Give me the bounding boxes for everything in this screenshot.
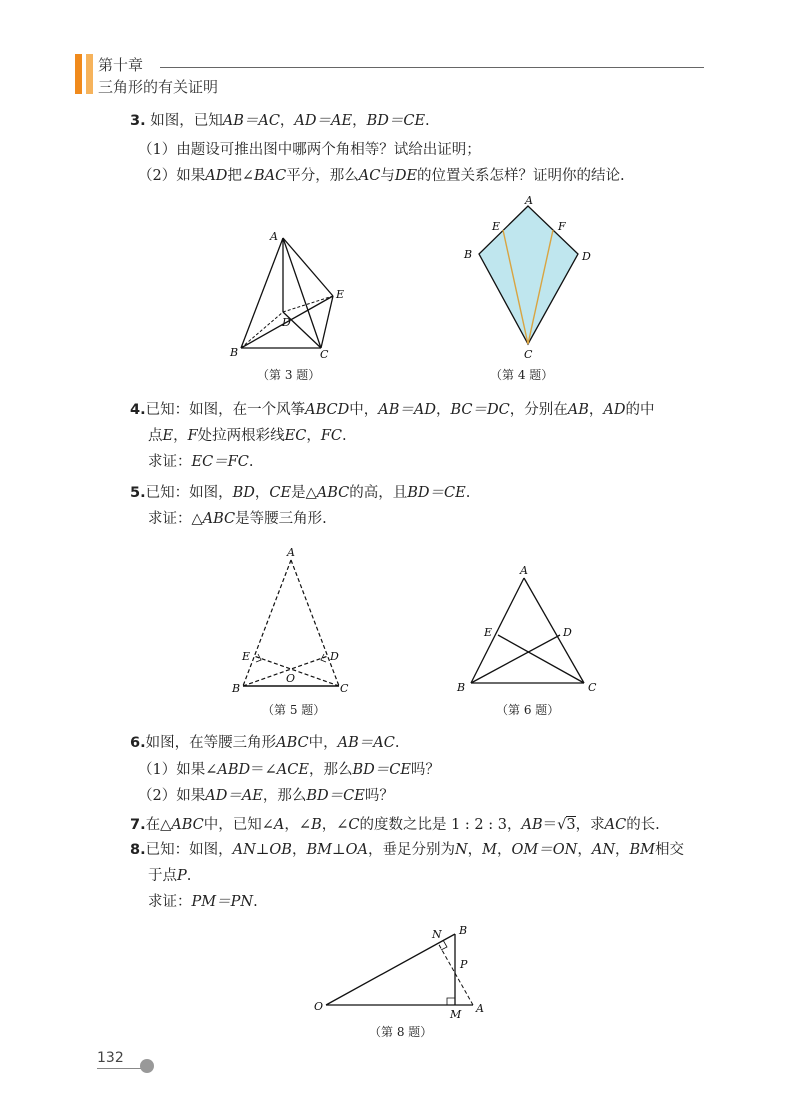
fig3-edge-AB (241, 238, 283, 348)
problem-4-line-1: 4.已知：如图，在一个风筝ABCD中，AB＝AD，BC＝DC，分别在AB，AD的中 (130, 402, 655, 418)
fig8-label-B: B (459, 924, 468, 937)
header-rule (160, 67, 704, 68)
fig4-label-B: B (464, 248, 473, 261)
problem-5-line-2: 求证：△ABC是等腰三角形. (148, 511, 327, 527)
fig6-label-B: B (457, 681, 466, 694)
problem-6-question-2: （2）如果AD＝AE，那么BD＝CE吗？ (138, 788, 394, 804)
figure-4 (458, 196, 598, 362)
fig8-segment-OB (326, 934, 455, 1005)
fig8-label-O: O (314, 1000, 324, 1013)
fig5-label-A: A (287, 546, 295, 559)
figure-3-caption: （第 3 题） (257, 368, 321, 382)
fig4-label-E: E (492, 220, 501, 233)
problem-3-question-1: （1）由题设可推出图中哪两个角相等？试给出证明； (138, 142, 481, 158)
fig6-segment-CE (498, 635, 584, 683)
problem-5-line-1: 5.已知：如图，BD，CE是△ABC的高，且BD＝CE. (130, 485, 471, 501)
problem-7: 7.在△ABC中，已知∠A，∠B，∠C的度数之比是 1 : 2 : 3，AB＝√3，求AC的长. (130, 817, 660, 833)
fig5-label-B: B (232, 682, 241, 695)
fig8-right-angle-M (447, 998, 455, 1005)
figure-6-caption: （第 6 题） (496, 703, 560, 717)
fig5-label-D: D (330, 650, 339, 663)
problem-4-line-2: 点E，F处拉两根彩线EC，FC. (148, 428, 347, 444)
problem-6-line-1: 6.如图，在等腰三角形ABC中，AB＝AC. (130, 735, 400, 751)
fig5-label-O: O (286, 672, 296, 685)
fig4-label-A: A (525, 194, 533, 207)
fig6-label-A: A (520, 564, 528, 577)
fig6-label-D: D (563, 626, 572, 639)
figure-5 (228, 546, 358, 696)
fig8-label-N: N (432, 928, 442, 941)
problem-8-line-2: 于点P. (148, 868, 192, 884)
fig6-label-E: E (484, 626, 493, 639)
fig5-edge-AB (243, 560, 291, 686)
chapter-title: 三角形的有关证明 (98, 78, 219, 96)
header-accent-bar-light (86, 54, 93, 94)
fig4-label-C: C (524, 348, 533, 361)
fig6-segment-BD (471, 635, 560, 683)
figure-4-caption: （第 4 题） (490, 368, 554, 382)
figure-8-caption: （第 8 题） (369, 1025, 433, 1039)
problem-8-line-1: 8.已知：如图，AN⊥OB，BM⊥OA，垂足分别为N，M，OM＝ON，AN，BM相交 (130, 842, 685, 858)
fig3-label-B: B (230, 346, 239, 359)
sqrt-radicand: 3 (566, 817, 576, 833)
fig6-label-C: C (588, 681, 597, 694)
fig4-label-F: F (558, 220, 566, 233)
fig8-label-P: P (460, 958, 468, 971)
fig3-edge-AE (283, 238, 333, 296)
problem-4-line-3: 求证：EC＝FC. (148, 454, 254, 470)
fig3-label-A: A (270, 230, 278, 243)
problem-3-statement: 3. 如图，已知AB＝AC，AD＝AE，BD＝CE. (130, 113, 430, 129)
fig6-edge-AB (471, 578, 524, 683)
figure-5-caption: （第 5 题） (262, 703, 326, 717)
fig3-edge-CE (321, 296, 333, 348)
page-number: 132 (97, 1050, 124, 1066)
figure-6 (454, 564, 604, 694)
chapter-label: 第十章 (98, 56, 144, 74)
fig4-label-D: D (582, 250, 591, 263)
figure-8 (310, 922, 495, 1020)
fig3-label-C: C (320, 348, 329, 361)
sqrt-symbol: √ (557, 817, 567, 833)
fig8-label-M: M (450, 1008, 462, 1021)
header-accent-bar (75, 54, 82, 94)
problem-8-line-3: 求证：PM＝PN. (148, 894, 258, 910)
fig6-edge-AC (524, 578, 584, 683)
fig5-altitude-CE (254, 656, 339, 686)
fig3-edge-AC (283, 238, 321, 348)
fig3-label-E: E (336, 288, 345, 301)
fig8-label-A: A (476, 1002, 484, 1015)
problem-3-question-2: （2）如果AD把∠BAC平分，那么AC与DE的位置关系怎样？证明你的结论. (138, 168, 625, 184)
fig5-label-E: E (242, 650, 251, 663)
problem-6-question-1: （1）如果∠ABD＝∠ACE，那么BD＝CE吗？ (138, 762, 440, 778)
fig5-label-C: C (340, 682, 349, 695)
footer-dot (140, 1059, 154, 1073)
figure-3 (226, 228, 346, 363)
fig3-label-D: D (282, 316, 291, 329)
fig5-edge-AC (291, 560, 339, 686)
